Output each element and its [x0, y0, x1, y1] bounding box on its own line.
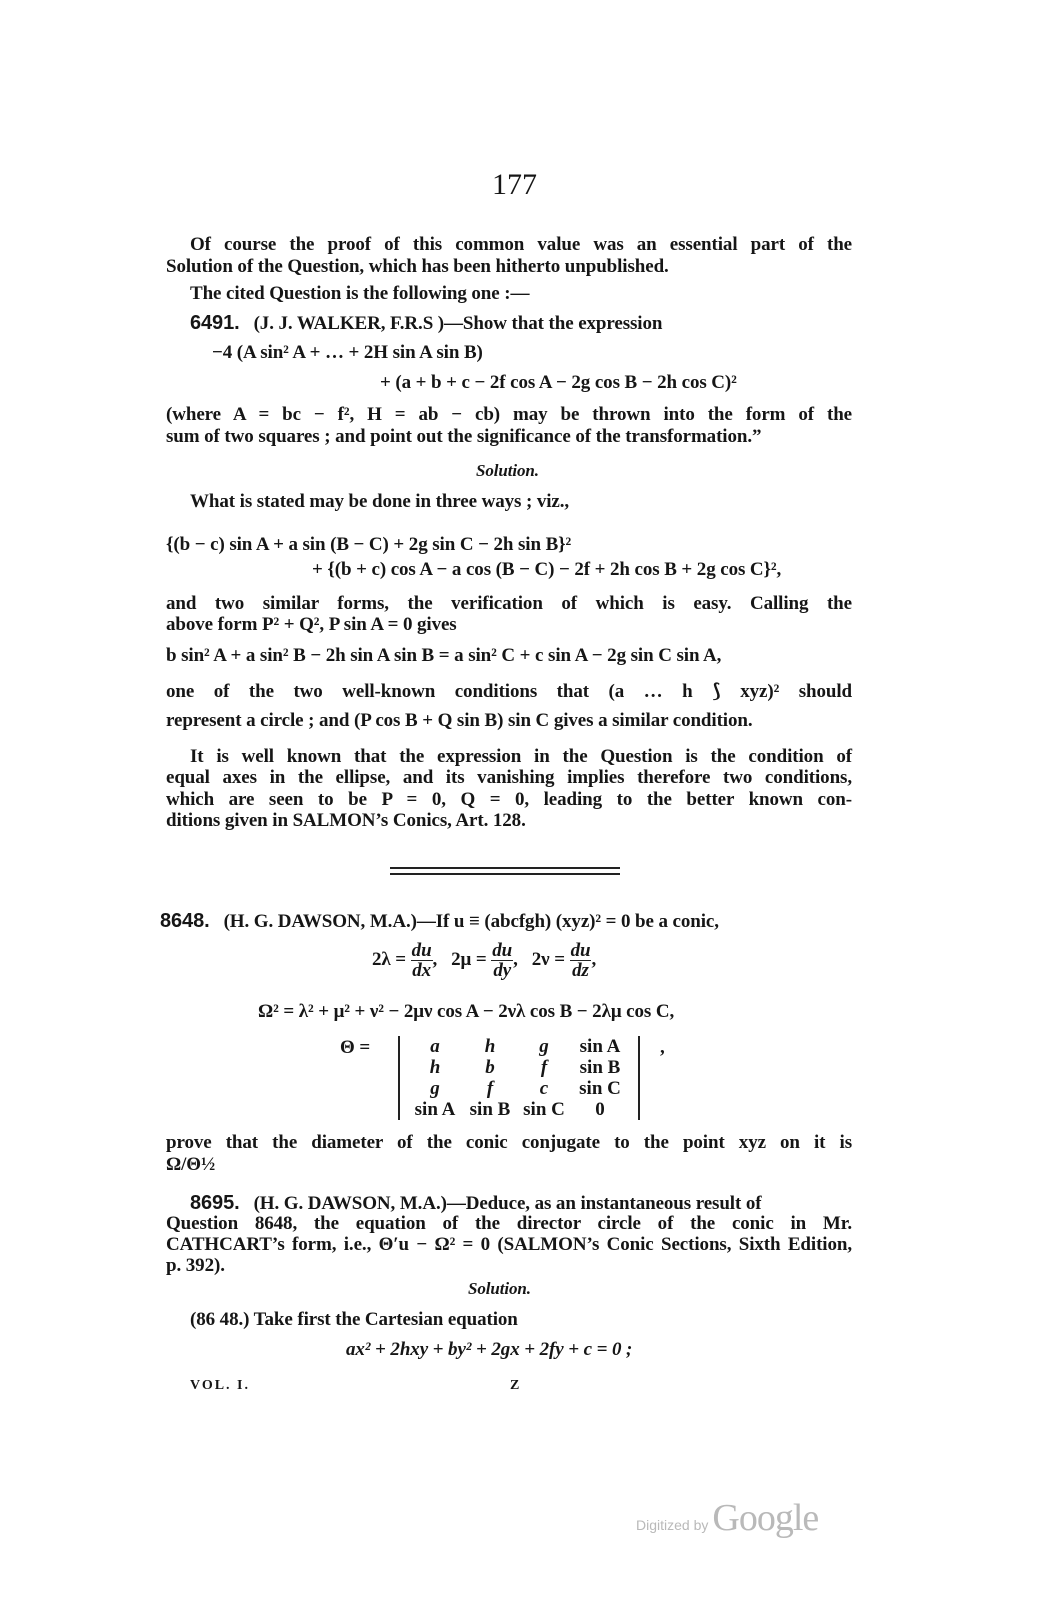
numerator: du	[570, 940, 591, 962]
paragraph-line: p. 392).	[166, 1255, 225, 1276]
determinant-cell: g	[539, 1036, 549, 1057]
paragraph-line: and two similar forms, the verification of which is easy. Calling the	[166, 593, 852, 614]
question-8648-heading	[160, 910, 719, 933]
question-text: (H. G. DAWSON, M.A.)—If u ≡ (abcfgh) (xyz)² = 0 be a conic,	[223, 911, 719, 932]
paragraph-line: ditions given in SALMON’s Conics, Art. 128.	[166, 810, 526, 831]
fraction	[570, 941, 592, 980]
paragraph-line: CATHCART’s form, i.e., Θ′u − Ω² = 0 (SALMON’s Conic Sections, Sixth Edition,	[166, 1234, 852, 1255]
denominator: dy	[493, 960, 512, 982]
equation: Ω² = λ² + μ² + ν² − 2μν cos A − 2νλ cos B − 2λμ cos C,	[258, 1001, 675, 1022]
paragraph-line: What is stated may be done in three ways ; viz.,	[190, 491, 570, 512]
question-text: (H. G. DAWSON, M.A.)—Deduce, as an instantaneous result of	[253, 1193, 762, 1214]
determinant-comma: ,	[660, 1037, 665, 1058]
question-text: (J. J. WALKER, F.R.S )—Show that the expression	[253, 313, 663, 334]
determinant-cell: c	[539, 1078, 549, 1099]
equation: b sin² A + a sin² B − 2h sin A sin B = a sin² C + c sin A − 2g sin C sin A,	[166, 645, 722, 666]
determinant-cell: f	[540, 1057, 548, 1078]
signature-mark: Z	[510, 1378, 522, 1393]
watermark-prefix: Digitized by	[636, 1517, 709, 1533]
determinant-cell: 0	[595, 1099, 605, 1120]
paragraph-line: (where A = bc − f², H = ab − cb) may be thrown into the form of the	[166, 404, 852, 425]
section-divider	[390, 867, 620, 869]
paragraph-line: Question 8648, the equation of the director circle of the conic in Mr.	[166, 1213, 852, 1234]
paragraph-line: equal axes in the ellipse, and its vanishing implies therefore two conditions,	[166, 767, 852, 788]
determinant-cell: g	[430, 1078, 440, 1099]
determinant-cell: sin C	[579, 1078, 621, 1099]
paragraph-line: The cited Question is the following one :—	[190, 283, 530, 304]
paragraph-line: represent a circle ; and (P cos B + Q sin B) sin C gives a similar condition.	[166, 710, 753, 731]
solution-heading: Solution.	[468, 1279, 531, 1298]
question-6491-heading	[190, 312, 662, 335]
numerator: du	[411, 940, 432, 962]
determinant-cell: a	[430, 1036, 440, 1057]
question-8695-heading	[190, 1192, 762, 1215]
question-number: 8695.	[190, 1192, 240, 1214]
determinant-cell: sin C	[523, 1099, 565, 1120]
theta-label: Θ =	[340, 1037, 371, 1058]
determinant-cell: sin B	[469, 1099, 511, 1120]
denominator: dz	[572, 960, 589, 982]
paragraph-line: (86 48.) Take first the Cartesian equation	[190, 1309, 518, 1330]
numerator: du	[492, 940, 513, 962]
volume-label: VOL. I.	[190, 1378, 251, 1393]
equation: + (a + b + c − 2f cos A − 2g cos B − 2h cos C)²	[380, 372, 737, 393]
paragraph-line: Of course the proof of this common value was an essential part of the	[190, 234, 852, 255]
equation: ax² + 2hxy + by² + 2gx + 2fy + c = 0 ;	[346, 1339, 633, 1360]
equation: −4 (A sin² A + … + 2H sin A sin B)	[212, 342, 483, 363]
fraction	[411, 941, 433, 980]
lhs: 2μ =	[451, 949, 487, 970]
determinant-cell: sin B	[579, 1057, 621, 1078]
question-number: 6491.	[190, 312, 240, 334]
paragraph-line: above form P² + Q², P sin A = 0 gives	[166, 614, 457, 635]
question-number: 8648.	[160, 910, 210, 932]
google-watermark	[636, 1496, 818, 1540]
determinant	[398, 1036, 640, 1120]
paragraph-line: Ω/Θ½	[166, 1154, 216, 1175]
paragraph-line: prove that the diameter of the conic conjugate to the point xyz on it is	[166, 1132, 852, 1153]
determinant-cell: b	[485, 1057, 495, 1078]
google-logo: Google	[712, 1497, 819, 1539]
determinant-cell: h	[484, 1036, 496, 1057]
paragraph-line: sum of two squares ; and point out the significance of the transformation.”	[166, 426, 762, 447]
section-divider	[390, 873, 620, 875]
paragraph-line: Solution of the Question, which has been hitherto unpublished.	[166, 256, 669, 277]
determinant-cell: sin A	[579, 1036, 621, 1057]
lhs: 2ν =	[531, 949, 565, 970]
equation-derivatives: 2λ = $\frac{du}{dx}$ , 2μ = $\frac{du}{dy}$ , 2ν = $\frac{du}{dz}$ ,	[372, 940, 597, 982]
equation: + {(b + c) cos A − a cos (B − C) − 2f + 2h cos B + 2g cos C}²,	[312, 559, 782, 580]
denominator: dx	[412, 960, 432, 982]
paragraph-line: It is well known that the expression in the Question is the condition of	[190, 746, 852, 767]
paragraph-line: one of the two well-known conditions that (a … h ⟆ xyz)² should	[166, 681, 852, 702]
determinant-cell: f	[486, 1078, 494, 1099]
determinant-cell: h	[429, 1057, 441, 1078]
paragraph-line: which are seen to be P = 0, Q = 0, leading to the better known con-	[166, 789, 852, 810]
equation: {(b − c) sin A + a sin (B − C) + 2g sin C − 2h sin B}²	[166, 534, 572, 555]
solution-heading: Solution.	[476, 461, 539, 480]
determinant-cell: sin A	[414, 1099, 456, 1120]
fraction	[491, 941, 513, 980]
lhs: 2λ =	[372, 949, 407, 970]
page-number: 177	[492, 168, 537, 201]
